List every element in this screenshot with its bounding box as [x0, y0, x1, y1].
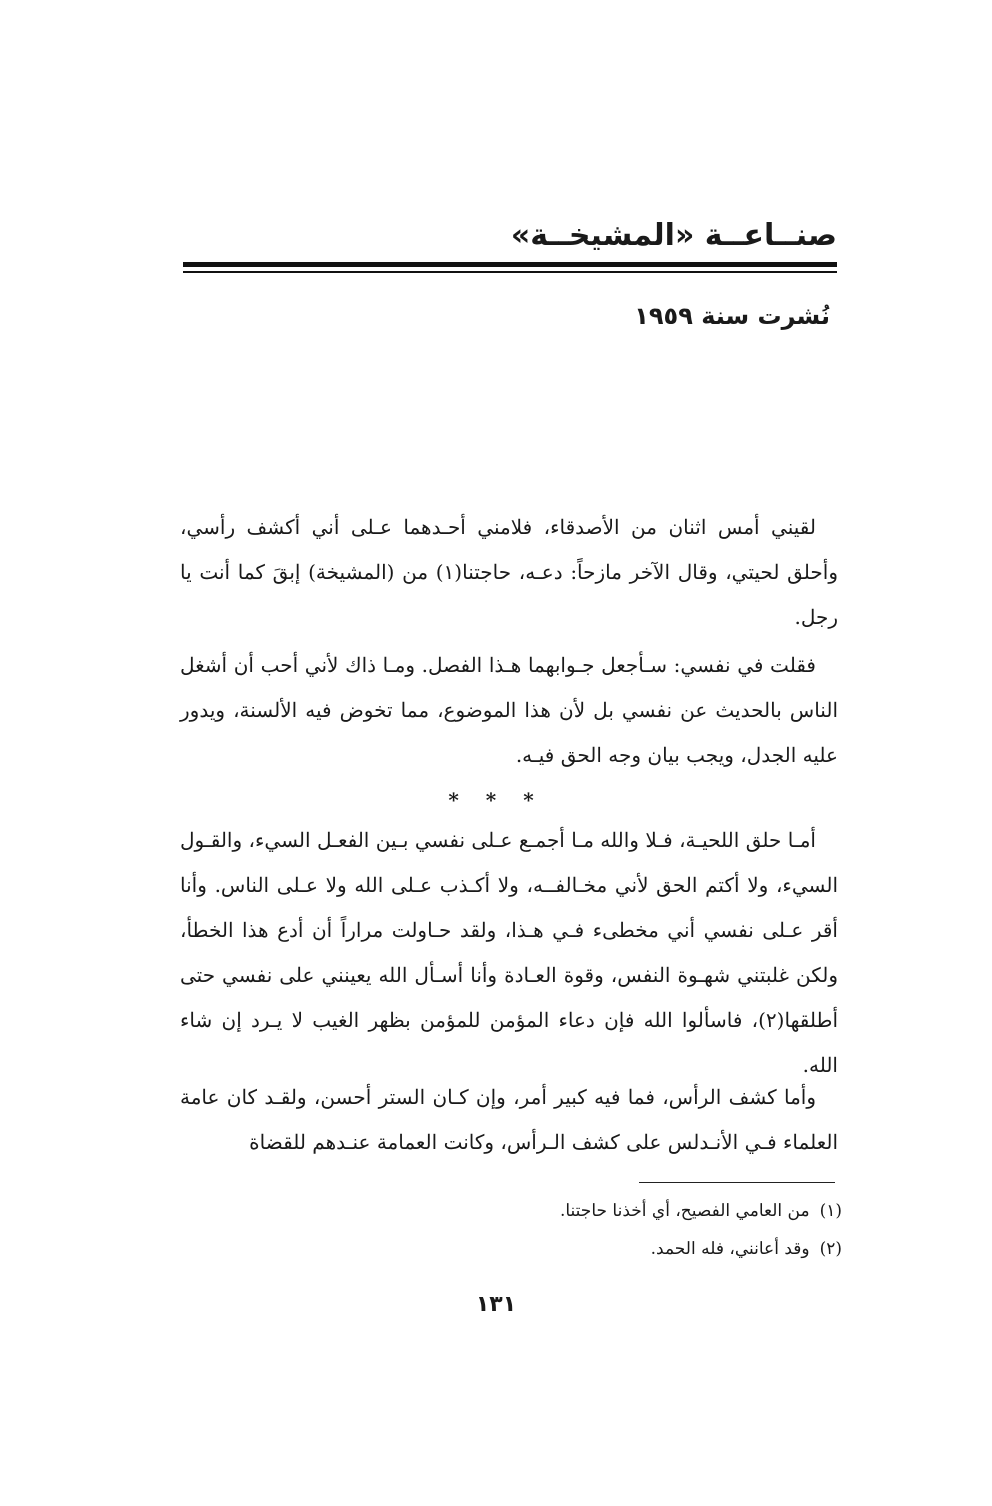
- section-divider: * * *: [448, 788, 544, 812]
- footnote-text: من العامي الفصيح، أي أخذنا حاجتنا.: [559, 1201, 810, 1221]
- title-rule-thin: [183, 271, 837, 273]
- body-paragraph-3: [180, 818, 838, 1088]
- chapter-title: صنــاعــة «المشيخــة»: [510, 218, 837, 253]
- footnote-number: (١): [819, 1201, 842, 1221]
- publication-note: نُشرت سنة ١٩٥٩: [634, 302, 830, 330]
- footnote-2: [342, 1230, 842, 1268]
- title-rule-thick: [183, 262, 837, 267]
- footnote-separator: [639, 1182, 835, 1183]
- paragraph-text: فقلت في نفسي: سـأجعل جـوابهما هـذا الفصل. ومـا ذاك لأني أحب أن أشغل الناس بالحديث عن نفسي بل لأن هذا الموضوع، مما تخوض فيه الألسنة، ويدور عليه الجدل، ويجب بيان وجه الحق فيـه.: [180, 653, 838, 767]
- footnotes: [342, 1192, 842, 1268]
- body-paragraph-4: [180, 1075, 838, 1165]
- paragraph-text: وأما كشف الرأس، فما فيه كبير أمر، وإن كـان الستر أحسن، ولقـد كان عامة العلماء فـي الأنـدلس على كشف الـرأس، وكانت العمامة عنـدهم للقضاة: [180, 1085, 838, 1154]
- body-paragraph-2: [180, 643, 838, 778]
- footnote-text: وقد أعانني، فله الحمد.: [650, 1239, 810, 1259]
- page-number: ١٣١: [475, 1292, 517, 1317]
- body-paragraph-1: [180, 505, 838, 640]
- paragraph-text: لقيني أمس اثنان من الأصدقاء، فلامني أحـدهما عـلى أني أكشف رأسي، وأحلق لحيتي، وقال الآخر مازحاً: دعـه، حاجتنا(١) من (المشيخة) إبقَ كما أنت يا رجل.: [180, 515, 838, 629]
- footnote-number: (٢): [819, 1239, 842, 1259]
- footnote-1: [342, 1192, 842, 1230]
- paragraph-text: أمـا حلق اللحيـة، فـلا والله مـا أجمـع عـلى نفسي بـين الفعـل السيء، والقـول السيء، ولا أكتم الحق لأني مخـالفــه، ولا أكـذب عـلى الله ولا عـلى الناس. وأنا أقر عـلى نفسي أني مخطىء فـي هـذا، ولقد حـاولت مراراً أن أدع هذا الخطأ، ولكن غلبتني شهـوة النفس، وقوة العـادة وأنا أسـأل الله يعينني على نفسي حتى أطلقها(٢)، فاسألوا الله فإن دعاء المؤمن للمؤمن بظهر الغيب لا يـرد إن شاء الله.: [180, 828, 838, 1077]
